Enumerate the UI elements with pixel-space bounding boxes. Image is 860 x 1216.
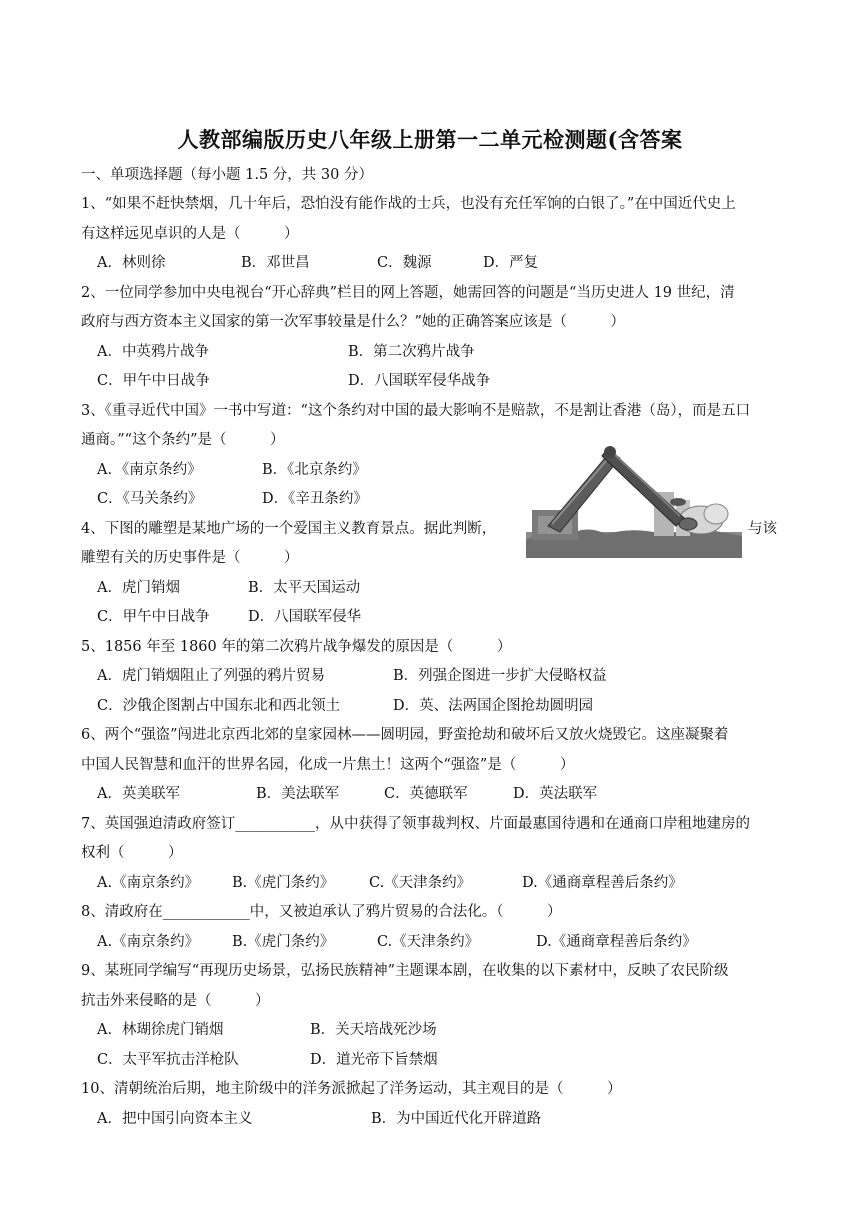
q7-option-c: C.《天津条约》: [369, 875, 472, 891]
q10-option-a: A．把中国引向资本主义: [97, 1111, 253, 1127]
q3-option-d: D．《辛丑条约》: [262, 491, 368, 507]
q6-option-c: C．英德联军: [384, 786, 468, 802]
q2-option-c: C．甲午中日战争: [97, 373, 210, 389]
q9-option-c: C．太平军抗击洋枪队: [97, 1052, 239, 1068]
q1-option-b: B．邓世昌: [241, 255, 310, 271]
question-1-text: 1、“如果不赶快禁烟，几十年后，恐怕没有能作战的士兵，也没有充任军饷的白银了。”在中国近代史上: [81, 196, 736, 212]
q8-option-d: D.《通商章程善后条约》: [536, 934, 697, 950]
q3-option-a: A．《南京条约》: [97, 462, 202, 478]
document-title: 人教部编版历史八年级上册第一二单元检测题(含答案: [177, 127, 683, 152]
question-2-text: 2、一位同学参加中央电视台“开心辞典”栏目的网上答题，她需回答的问题是“当历史进人 19 世纪，清: [81, 285, 735, 301]
q4-option-a: A．虎门销烟: [97, 580, 180, 596]
q2-option-b: B．第二次鸦片战争: [348, 344, 475, 360]
q7-option-d: D.《通商章程善后条约》: [522, 875, 683, 891]
q3-option-c: C．《马关条约》: [97, 491, 203, 507]
question-7-text: 7、英国强迫清政府签订___________，从中获得了领事裁判权、片面最惠国待遇和在通商口岸租地建房的: [81, 816, 750, 832]
q7-option-a: A.《南京条约》: [97, 875, 200, 891]
q8-option-a: A.《南京条约》: [97, 934, 200, 950]
q8-option-c: C.《天津条约》: [377, 934, 480, 950]
q5-option-d: D．英、法两国企图抢劫圆明园: [393, 698, 594, 714]
question-4-text-right: 与该: [748, 521, 777, 537]
q9-option-a: A．林瑚徐虎门销烟: [97, 1022, 224, 1038]
q7-option-b: B.《虎门条约》: [232, 875, 335, 891]
question-9-text: 9、某班同学编写“再现历史场景，弘扬民族精神”主题课本剧，在收集的以下素材中，反映了农民阶级: [81, 963, 729, 979]
q1-option-d: D．严复: [483, 255, 539, 271]
question-4-text-cont: 雕塑有关的历史事件是（ ）: [81, 550, 299, 566]
question-3-text: 3、《重寻近代中国》一书中写道：“这个条约对中国的最大影响不是赔款，不是割让香港（岛），而是五口: [81, 403, 751, 419]
question-5-text: 5、1856 年至 1860 年的第二次鸦片战争爆发的原因是（ ）: [81, 639, 512, 655]
q2-option-a: A．中英鸦片战争: [97, 344, 209, 360]
q2-option-d: D．八国联军侵华战争: [348, 373, 491, 389]
q9-option-b: B．关天培战死沙场: [310, 1022, 437, 1038]
q5-option-a: A．虎门销烟阻止了列强的鸦片贸易: [97, 668, 325, 684]
question-2-text-cont: 政府与西方资本主义国家的第一次军事较量是什么？”她的正确答案应该是（ ）: [81, 314, 625, 330]
question-3-text-cont: 通商。”“这个条约”是（ ）: [81, 432, 285, 448]
q5-option-b: B．列强企图进一步扩大侵略权益: [393, 668, 607, 684]
question-10-text: 10、清朝统治后期，地主阶级中的洋务派掀起了洋务运动，其主观目的是（ ）: [81, 1081, 622, 1097]
question-6-text: 6、两个“强盗”闯进北京西北郊的皇家园林——圆明园，野蛮抢劫和破坏后又放火烧毁它。这座凝聚着: [81, 727, 729, 743]
question-7-text-cont: 权利（ ）: [81, 845, 183, 861]
q4-option-c: C．甲午中日战争: [97, 609, 210, 625]
q5-option-c: C．沙俄企图割占中国东北和西北领土: [97, 698, 341, 714]
q9-option-d: D．道光帝下旨禁烟: [310, 1052, 438, 1068]
question-6-text-cont: 中国人民智慧和血汗的世界名园，化成一片焦土！这两个“强盗”是（ ）: [81, 757, 575, 773]
question-8-text: 8、清政府在____________中，又被迫承认了鸦片贸易的合法化。（ ）: [81, 904, 562, 920]
q1-option-a: A．林则徐: [97, 255, 166, 271]
q6-option-a: A．英美联军: [97, 786, 180, 802]
q4-option-d: D．八国联军侵华: [248, 609, 362, 625]
q1-option-c: C．魏源: [377, 255, 432, 271]
q10-option-b: B．为中国近代化开辟道路: [371, 1111, 542, 1127]
sculpture-image: [526, 440, 742, 558]
q8-option-b: B.《虎门条约》: [232, 934, 335, 950]
question-4-text: 4、下图的雕塑是某地广场的一个爱国主义教育景点。据此判断，: [81, 521, 497, 537]
q6-option-b: B．美法联军: [256, 786, 340, 802]
q3-option-b: B．《北京条约》: [262, 462, 367, 478]
question-9-text-cont: 抗击外来侵略的是（ ）: [81, 993, 270, 1009]
q4-option-b: B．太平天国运动: [248, 580, 361, 596]
section-heading: 一、单项选择题（每小题 1.5 分，共 30 分）: [81, 167, 373, 183]
question-1-text-cont: 有这样远见卓识的人是（ ）: [81, 226, 299, 242]
q6-option-d: D．英法联军: [513, 786, 598, 802]
